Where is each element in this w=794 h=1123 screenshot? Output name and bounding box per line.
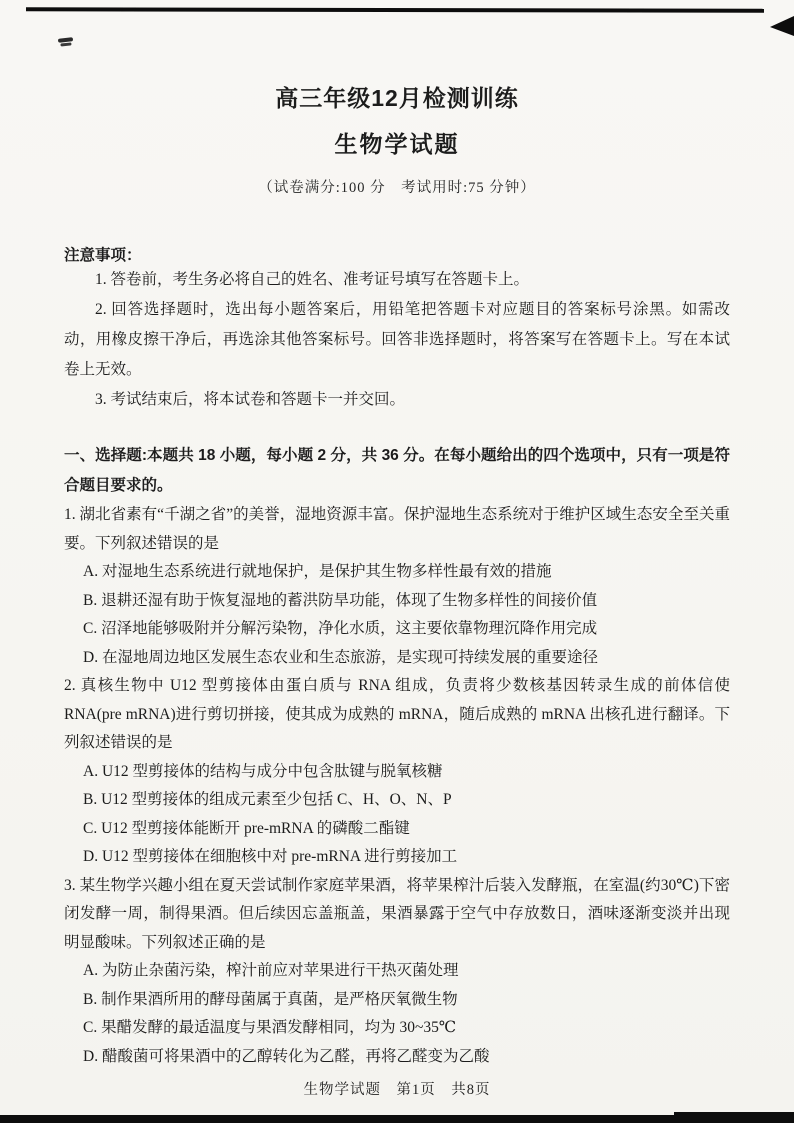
option: C. U12 型剪接体能断开 pre-mRNA 的磷酸二酯键	[83, 819, 410, 837]
notice-item: 2. 回答选择题时，选出每小题答案后，用铅笔把答题卡对应题目的答案标号涂黑。如需改动，用橡皮擦干净后，再选涂其他答案标号。回答非选择题时，将答案写在答题卡上。写在本试卷上无效。	[64, 301, 730, 378]
exam-title: 高三年级12月检测训练	[275, 85, 519, 111]
scan-artifact-bottom-bar	[0, 1115, 794, 1123]
question-stem: 1. 湖北省素有“千湖之省”的美誉，湿地资源丰富。保护湿地生态系统对于维护区域生态安全至关重要。下列叙述错误的是	[64, 506, 730, 552]
option: C. 沼泽地能够吸附并分解污染物，净化水质，这主要依靠物理沉降作用完成	[83, 620, 598, 637]
option: D. 在湿地周边地区发展生态农业和生态旅游，是实现可持续发展的重要途径	[83, 648, 598, 666]
notice-heading: 注意事项：	[64, 247, 142, 264]
option: D. U12 型剪接体在细胞核中对 pre-mRNA 进行剪接加工	[83, 848, 458, 865]
exam-meta: （试卷满分:100 分 考试用时:75 分钟）	[258, 180, 536, 196]
question	[64, 672, 730, 872]
option: A. 为防止杂菌污染，榨汁前应对苹果进行干热灭菌处理	[83, 962, 459, 979]
scan-artifact-corner	[770, 16, 794, 36]
question	[64, 872, 730, 1072]
option: C. 果醋发酵的最适温度与果酒发酵相同，均为 30~35℃	[83, 1019, 457, 1036]
notice-item: 1. 答卷前，考生务必将自己的姓名、准考证号填写在答题卡上。	[95, 271, 530, 288]
page-footer: 生物学试题 第1页 共8页	[303, 1082, 491, 1098]
section-heading: 一、选择题:本题共 18 小题，每小题 2 分，共 36 分。在每小题给出的四个选项中，只有一项是符合题目要求的。	[64, 447, 730, 494]
exam-content	[64, 0, 730, 1071]
question-stem: 2. 真核生物中 U12 型剪接体由蛋白质与 RNA 组成，负责将少数核基因转录生成的前体信使 RNA(pre mRNA)进行剪切拼接，使其成为成熟的 mRNA，随后成熟的 mRNA 出核孔进行翻译。下列叙述错误的是	[64, 677, 730, 751]
option: D. 醋酸菌可将果酒中的乙醇转化为乙醛，再将乙醛变为乙酸	[83, 1047, 490, 1065]
question	[64, 501, 730, 672]
option: B. 制作果酒所用的酵母菌属于真菌，是严格厌氧微生物	[83, 990, 458, 1008]
exam-subtitle: 生物学试题	[334, 131, 460, 157]
option: B. U12 型剪接体的组成元素至少包括 C、H、O、N、P	[83, 791, 452, 808]
option: A. 对湿地生态系统进行就地保护，是保护其生物多样性最有效的措施	[83, 563, 552, 580]
option: B. 退耕还湿有助于恢复湿地的蓄洪防旱功能，体现了生物多样性的间接价值	[83, 591, 598, 609]
notice-item: 3. 考试结束后，将本试卷和答题卡一并交回。	[95, 391, 406, 408]
option: A. U12 型剪接体的结构与成分中包含肽键与脱氧核糖	[83, 762, 443, 780]
question-stem: 3. 某生物学兴趣小组在夏天尝试制作家庭苹果酒，将苹果榨汁后装入发酵瓶，在室温(约30℃)下密闭发酵一周，制得果酒。但后续因忘盖瓶盖，果酒暴露于空气中存放数日，酒味逐渐变淡并出现明显酸味。下列叙述正确的是	[64, 876, 730, 951]
